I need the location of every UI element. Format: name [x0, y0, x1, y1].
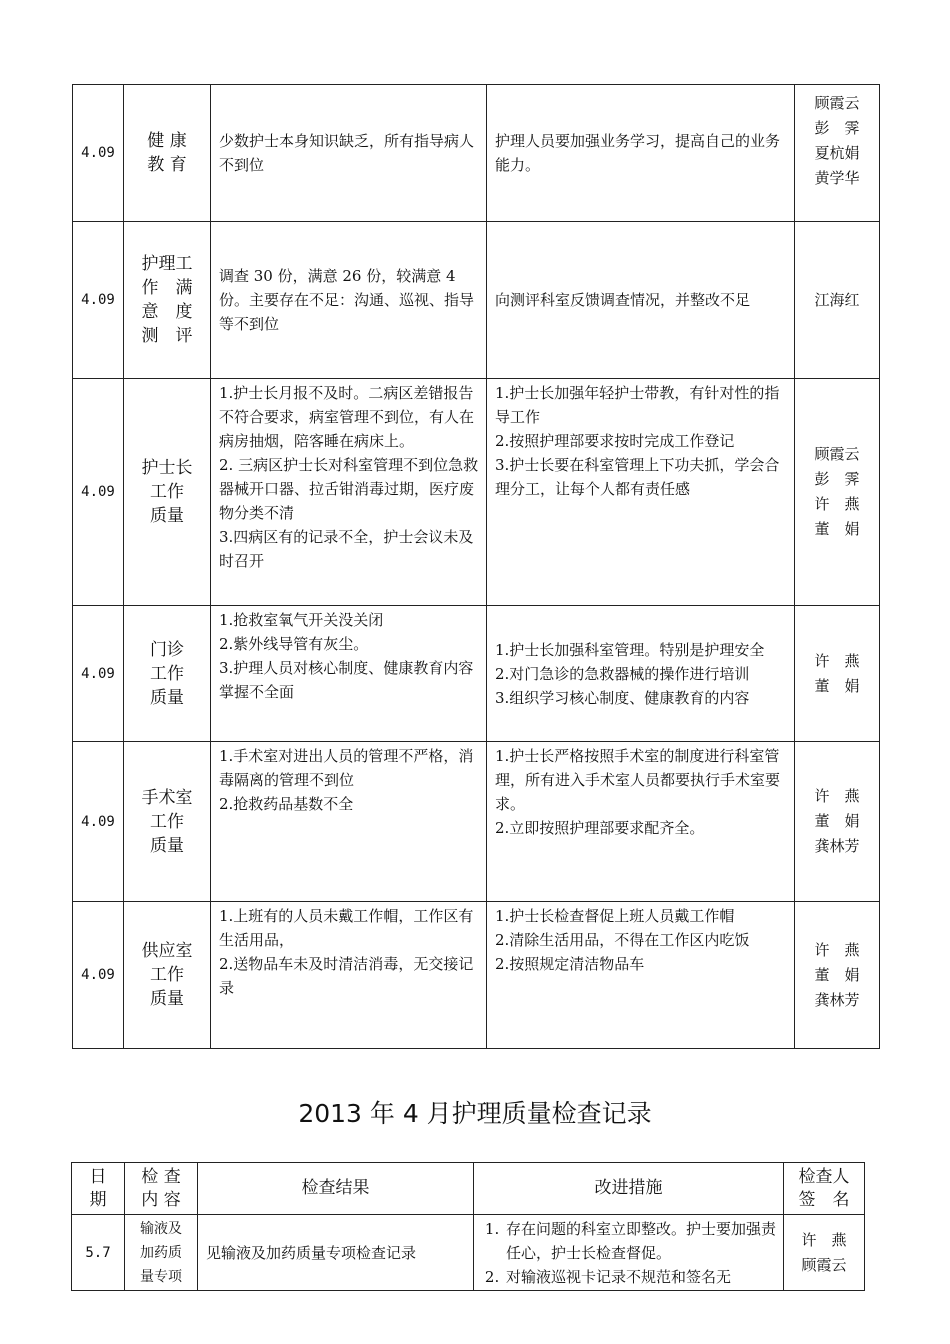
table-row: [73, 742, 880, 902]
category-line: 工作: [150, 482, 184, 502]
row-category: [124, 85, 211, 222]
result-item: 1.上班有的人员未戴工作帽，工作区有生活用品，: [219, 907, 474, 949]
row-date: 4.09: [73, 85, 124, 222]
table-row: [73, 606, 880, 742]
row-measures: [487, 902, 795, 1049]
category-line: 手术室: [141, 787, 193, 808]
inspector-name: 许 燕: [801, 1230, 847, 1249]
row-inspectors: [795, 606, 880, 742]
inspector-name: 许 燕: [814, 940, 860, 959]
header-content-line: 内 容: [141, 1189, 181, 1210]
row-date: 4.09: [73, 742, 124, 902]
row-content-line: 输液及: [140, 1220, 182, 1237]
row-measures: [487, 379, 795, 606]
category-line: 质量: [150, 506, 184, 526]
header-date: [72, 1163, 125, 1215]
table-row: [73, 85, 880, 222]
row-category: [124, 606, 211, 742]
measure-item: 3.护士长要在科室管理上下功夫抓，学会合理分工，让每个人都有责任感: [495, 456, 780, 498]
row-inspectors: [795, 222, 880, 379]
row-inspectors: [795, 85, 880, 222]
inspector-name: 董 娟: [814, 520, 860, 538]
measure-item: 护理人员要加强业务学习，提高自己的业务能力。: [495, 132, 781, 174]
result-item: 1.抢救室氧气开关没关闭: [219, 611, 384, 629]
header-date-line: 期: [89, 1189, 107, 1210]
measure-item: 2.按照规定清洁物品车: [495, 955, 645, 973]
inspector-name: 董 娟: [814, 812, 860, 830]
row-measures: [474, 1215, 784, 1291]
result-item: 2.紫外线导管有灰尘。: [219, 635, 369, 653]
row-date: 4.09: [73, 379, 124, 606]
row-category: [124, 379, 211, 606]
row-date: 4.09: [73, 606, 124, 742]
result-item: 3.四病区有的记录不全，护士会议未及时召开: [219, 528, 474, 570]
header-measures: 改进措施: [474, 1163, 784, 1215]
row-content-line: 加药质: [140, 1244, 182, 1261]
inspector-name: 龚林芳: [814, 990, 860, 1009]
row-date: 5.7: [72, 1215, 125, 1291]
row-result: [211, 379, 487, 606]
inspector-name: 许 燕: [814, 651, 860, 670]
row-measures: [487, 606, 795, 742]
inspector-name: 彭 霁: [814, 470, 860, 488]
measure-item: 1.护士长严格按照手术室的制度进行科室管理，所有进入手术室人员都要执行手术室要求。: [495, 747, 781, 813]
header-result: 检查结果: [198, 1163, 474, 1215]
inspection-table-upper: [72, 84, 880, 1049]
measure-item: 2.立即按照护理部要求配齐全。: [495, 819, 705, 837]
measure-item: 2. 对输液巡视卡记录不规范和签名无: [504, 1265, 777, 1289]
row-measures: [487, 85, 795, 222]
category-line: 意 度: [141, 302, 193, 322]
row-result: [211, 85, 487, 222]
measure-item: 3.组织学习核心制度、健康教育的内容: [495, 688, 750, 707]
result-item: 3.护理人员对核心制度、健康教育内容掌握不全面: [219, 659, 474, 701]
inspector-name: 许 燕: [814, 787, 860, 805]
inspection-table-lower: [71, 1162, 865, 1291]
result-item: 1.护士长月报不及时。二病区差错报告不符合要求，病室管理不到位，有人在病房抽烟，陪客睡在病床上。: [219, 384, 475, 450]
category-line: 工作: [150, 965, 184, 985]
inspector-name: 龚林芳: [814, 837, 860, 855]
measure-item: 1.护士长检查督促上班人员戴工作帽: [495, 907, 735, 925]
inspector-name: 顾霞云: [801, 1255, 847, 1274]
category-line: 测 评: [141, 326, 193, 346]
table-header-row: [72, 1163, 865, 1215]
inspector-name: 夏杭娟: [814, 144, 860, 162]
page-title: 2013 年 4 月护理质量检查记录: [298, 1099, 652, 1128]
category-line: 作 满: [141, 278, 193, 298]
row-measures: [487, 222, 795, 379]
result-item: 调查 30 份，满意 26 份，较满意 4 份。主要存在不足：沟通、巡视、指导等不到位: [219, 267, 475, 333]
header-inspector: [784, 1163, 865, 1215]
category-line: 工作: [150, 663, 184, 684]
inspector-name: 董 娟: [814, 965, 860, 984]
inspector-name: 黄学华: [814, 169, 860, 187]
row-result: [211, 902, 487, 1049]
row-content: [125, 1215, 198, 1291]
inspector-name: 许 燕: [814, 495, 860, 513]
row-measures: [487, 742, 795, 902]
row-result: 见输液及加药质量专项检查记录: [198, 1215, 474, 1291]
inspector-name: 顾霞云: [814, 94, 860, 112]
row-inspectors: [795, 742, 880, 902]
row-result: [211, 606, 487, 742]
row-result: [211, 742, 487, 902]
measure-item: 2.对门急诊的急救器械的操作进行培训: [495, 664, 750, 683]
result-item: 少数护士本身知识缺乏，所有指导病人不到位: [219, 132, 475, 174]
inspector-name: 彭 霁: [814, 119, 860, 137]
header-content: [125, 1163, 198, 1215]
header-date-line: 日: [89, 1166, 107, 1187]
measure-item: 2.清除生活用品，不得在工作区内吃饭: [495, 931, 750, 949]
category-line: 健 康: [147, 131, 187, 151]
inspector-name: 顾霞云: [814, 445, 860, 463]
category-line: 质量: [150, 835, 184, 856]
row-inspectors: [795, 379, 880, 606]
measure-item: 1.护士长加强年轻护士带教，有针对性的指导工作: [495, 384, 780, 426]
table-row: [73, 379, 880, 606]
category-line: 护士长: [141, 458, 193, 478]
table-row: [73, 902, 880, 1049]
header-inspector-line: 检查人: [798, 1166, 850, 1187]
measure-item: 向测评科室反馈调查情况，并整改不足: [495, 291, 751, 309]
measure-item: 1. 存在问题的科室立即整改。护士要加强责任心，护士长检查督促。: [504, 1217, 777, 1265]
result-item: 2. 三病区护士长对科室管理不到位急救器械开口器、拉舌钳消毒过期，医疗废物分类不清: [219, 456, 479, 522]
category-line: 供应室: [141, 941, 193, 961]
table-row: [73, 222, 880, 379]
row-inspectors: [784, 1215, 865, 1291]
row-date: 4.09: [73, 222, 124, 379]
category-line: 教 育: [147, 155, 187, 175]
category-line: 质量: [150, 989, 184, 1009]
result-item: 2.送物品车未及时清洁消毒，无交接记录: [219, 955, 474, 997]
row-date: 4.09: [73, 902, 124, 1049]
measure-item: 2.按照护理部要求按时完成工作登记: [495, 432, 735, 450]
row-category: [124, 742, 211, 902]
inspector-name: 董 娟: [814, 676, 860, 695]
category-line: 质量: [150, 687, 184, 708]
header-content-line: 检 查: [141, 1166, 181, 1187]
row-category: [124, 222, 211, 379]
category-line: 门诊: [150, 639, 184, 660]
measure-item: 1.护士长加强科室管理。特别是护理安全: [495, 640, 765, 659]
inspector-name: 江海红: [814, 290, 860, 309]
category-line: 护理工: [141, 254, 193, 274]
table-row: [72, 1215, 865, 1291]
row-result: [211, 222, 487, 379]
result-item: 2.抢救药品基数不全: [219, 795, 354, 813]
header-inspector-line: 签 名: [798, 1189, 850, 1210]
category-line: 工作: [150, 811, 184, 832]
row-category: [124, 902, 211, 1049]
result-item: 1.手术室对进出人员的管理不严格，消毒隔离的管理不到位: [219, 747, 474, 789]
row-content-line: 量专项: [140, 1268, 182, 1285]
row-inspectors: [795, 902, 880, 1049]
